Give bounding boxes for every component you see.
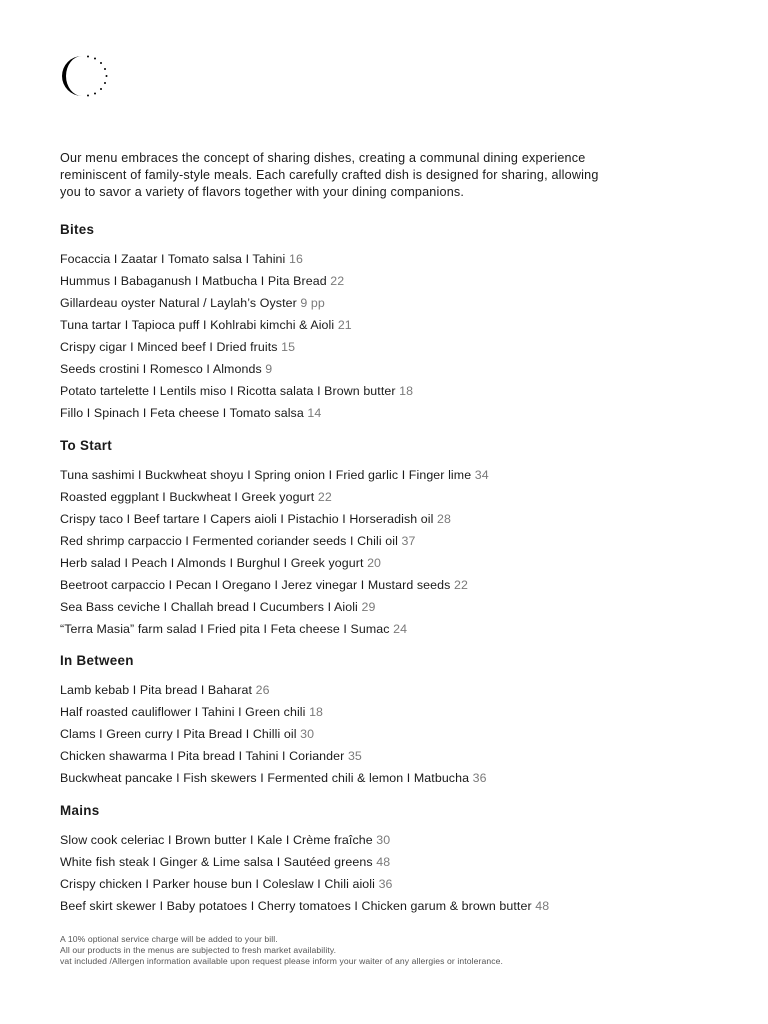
item-name: Crispy cigar I Minced beef I Dried fruits — [60, 340, 278, 354]
item-price: 9 pp — [300, 296, 325, 310]
item-price: 48 — [535, 899, 550, 913]
menu-item — [60, 767, 740, 789]
item-price: 28 — [437, 512, 451, 526]
item-name: Buckwheat pancake I Fish skewers I Fermented chili & lemon I Matbucha — [60, 771, 470, 785]
section-title: Mains — [60, 803, 100, 818]
menu-item — [60, 464, 740, 486]
section-to-start — [60, 436, 740, 640]
menu-item — [60, 530, 740, 552]
footer-note: All our products in the menus are subjected to fresh market availability. — [60, 945, 337, 955]
item-name: Tuna sashimi I Buckwheat shoyu I Spring onion I Fried garlic I Finger lime — [60, 468, 472, 482]
item-name: Slow cook celeriac I Brown butter I Kale I Crème fraîche — [60, 833, 377, 847]
item-name: Red shrimp carpaccio I Fermented coriander seeds I Chili oil — [60, 534, 398, 548]
item-price: 21 — [337, 318, 352, 332]
item-price: 36 — [472, 771, 487, 785]
intro-line: reminiscent of family-style meals. Each carefully crafted dish is designed for sharing, allowing — [60, 168, 599, 182]
crescent-moon-logo-icon — [58, 52, 114, 100]
item-price: 29 — [361, 600, 376, 614]
item-price: 22 — [330, 274, 345, 288]
menu-item — [60, 508, 740, 530]
item-price: 30 — [300, 727, 315, 741]
menu-item — [60, 402, 740, 424]
item-price: 30 — [376, 833, 391, 847]
item-name: Hummus I Babaganush I Matbucha I Pita Bread — [60, 274, 327, 288]
item-name: Sea Bass ceviche I Challah bread I Cucumbers I Aioli — [60, 600, 358, 614]
item-name: Clams I Green curry I Pita Bread I Chilli oil — [60, 727, 297, 741]
menu-item — [60, 292, 740, 314]
item-price: 16 — [288, 252, 303, 266]
item-price: 20 — [367, 556, 382, 570]
section-mains — [60, 801, 740, 917]
item-name: White fish steak I Ginger & Lime salsa I Sautéed greens — [60, 855, 373, 869]
menu-item-list — [60, 248, 740, 424]
menu-item — [60, 574, 740, 596]
menu-item — [60, 851, 740, 873]
menu-item — [60, 486, 740, 508]
menu-item — [60, 270, 740, 292]
menu-item — [60, 679, 740, 701]
item-name: Fillo I Spinach I Feta cheese I Tomato salsa — [60, 406, 304, 420]
item-name: Roasted eggplant I Buckwheat I Greek yogurt — [60, 490, 315, 504]
item-name: Herb salad I Peach I Almonds I Burghul I Greek yogurt — [60, 556, 364, 570]
menu-item — [60, 336, 740, 358]
menu-item — [60, 380, 740, 402]
item-name: Beetroot carpaccio I Pecan I Oregano I Jerez vinegar I Mustard seeds — [60, 578, 451, 592]
item-name: Beef skirt skewer I Baby potatoes I Cherry tomatoes I Chicken garum & brown butter — [60, 899, 532, 913]
section-title: In Between — [60, 653, 134, 668]
item-price: 36 — [378, 877, 393, 891]
menu-item — [60, 745, 740, 767]
item-name: Potato tartelette I Lentils miso I Ricotta salata I Brown butter — [60, 384, 396, 398]
menu-item — [60, 829, 740, 851]
item-price: 48 — [376, 855, 391, 869]
menu-item — [60, 314, 740, 336]
item-name: “Terra Masia” farm salad I Fried pita I Feta cheese I Sumac — [60, 622, 390, 636]
item-price: 24 — [393, 622, 408, 636]
section-title: To Start — [60, 438, 112, 453]
intro-line: you to savor a variety of flavors together with your dining companions. — [60, 185, 465, 199]
item-price: 37 — [401, 534, 416, 548]
menu-item — [60, 552, 740, 574]
item-price: 15 — [281, 340, 296, 354]
item-price: 26 — [255, 683, 270, 697]
section-bites — [60, 220, 740, 424]
menu-item — [60, 701, 740, 723]
menu-item — [60, 723, 740, 745]
item-name: Seeds crostini I Romesco I Almonds — [60, 362, 262, 376]
item-price: 9 — [265, 362, 273, 376]
section-title: Bites — [60, 222, 95, 237]
item-price: 22 — [317, 490, 332, 504]
menu-item — [60, 618, 740, 640]
footer-note: vat included /Allergen information available upon request please inform your waiter of any allergies or intolerance. — [60, 956, 503, 966]
menu-item — [60, 248, 740, 270]
menu-item — [60, 895, 740, 917]
item-price: 14 — [307, 406, 322, 420]
item-name: Gillardeau oyster Natural / Laylah’s Oyster — [60, 296, 297, 310]
item-name: Half roasted cauliflower I Tahini I Green chili — [60, 705, 306, 719]
footer-note: A 10% optional service charge will be added to your bill. — [60, 934, 278, 944]
menu-footer-notes — [60, 934, 720, 967]
item-price: 18 — [399, 384, 414, 398]
menu-item — [60, 873, 740, 895]
menu-item-list — [60, 829, 740, 917]
intro-line: Our menu embraces the concept of sharing dishes, creating a communal dining experience — [60, 151, 586, 165]
menu-item — [60, 596, 740, 618]
menu-item-list — [60, 464, 740, 640]
item-name: Tuna tartar I Tapioca puff I Kohlrabi kimchi & Aioli — [60, 318, 335, 332]
item-name: Crispy chicken I Parker house bun I Coleslaw I Chili aioli — [60, 877, 376, 891]
item-name: Chicken shawarma I Pita bread I Tahini I Coriander — [60, 749, 345, 763]
item-price: 34 — [474, 468, 489, 482]
item-name: Focaccia I Zaatar I Tomato salsa I Tahini — [60, 252, 286, 266]
menu-intro — [60, 150, 720, 201]
menu-item-list — [60, 679, 740, 789]
menu-item — [60, 358, 740, 380]
item-price: 22 — [453, 578, 468, 592]
item-price: 18 — [309, 705, 324, 719]
section-in-between — [60, 651, 740, 789]
item-name: Crispy taco I Beef tartare I Capers aioli I Pistachio I Horseradish oil — [60, 512, 434, 526]
item-price: 35 — [347, 749, 362, 763]
item-name: Lamb kebab I Pita bread I Baharat — [60, 683, 253, 697]
